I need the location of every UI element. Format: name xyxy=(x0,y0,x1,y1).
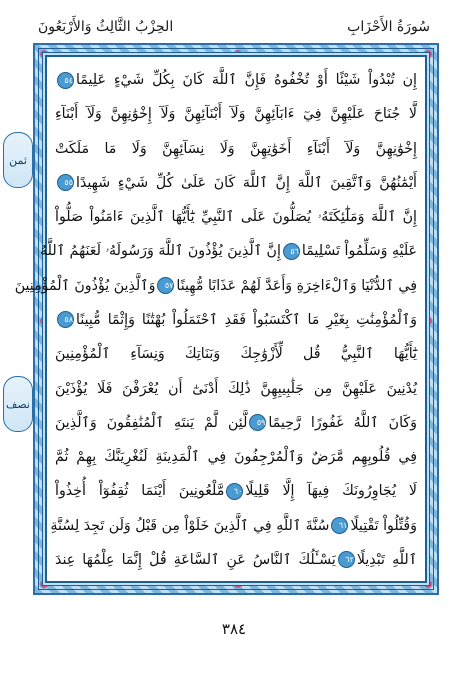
verse-line xyxy=(55,69,417,91)
verse-text: أَيْمَٰنُهُنَّ وَٱتَّقِينَ ٱللَّهَ إِنَّ ٱللَّهَ كَانَ عَلَىٰ كُلِّ شَيْءٍ شَهِيدًا xyxy=(76,174,417,191)
verse-text: مَّلْعُونِينَ أَيْنَمَا ثُقِفُوٓاْ أُخِذُواْ xyxy=(55,483,225,500)
juz-title: الحِزْبُ الثَّالِثُ وَالأَرْبَعُونَ xyxy=(38,19,174,35)
verse-line xyxy=(55,138,417,160)
verse-text: لَا يُجَاوِرُونَكَ فِيهَآ إِلَّا قَلِيلًا xyxy=(245,483,417,500)
surah-title: سُورَةُ الأَحْزَابِ xyxy=(347,19,430,35)
verse-text: إِخْوَٰنِهِنَّ وَلَآ أَبْنَآءِ أَخَوَٰتِهِنَّ وَلَا نِسَآئِهِنَّ وَلَا مَا مَلَكَتْ xyxy=(55,140,417,157)
verse-text: يُدْنِينَ عَلَيْهِنَّ مِن جَلَٰبِيبِهِنَّ ذَٰلِكَ أَدْنَىٰٓ أَن يُعْرَفْنَ فَلَا يُؤْذَيْنَ xyxy=(55,380,417,397)
page-number: ٣٨٤ xyxy=(221,620,247,638)
verse-text: وَٱلْمُؤْمِنَٰتِ بِغَيْرِ مَا ٱكْتَسَبُواْ فَقَدِ ٱحْتَمَلُواْ بُهْتَٰنًا وَإِثْمًا مُّبِينًا xyxy=(76,311,417,328)
verse-text: فِي قُلُوبِهِم مَّرَضٌ وَٱلْمُرْجِفُونَ فِي ٱلْمَدِينَةِ لَنُغْرِيَنَّكَ بِهِمْ ثُمَّ xyxy=(55,449,417,466)
verse-text: يَٰٓأَيُّهَا ٱلنَّبِيُّ قُل لِّأَزْوَٰجِكَ وَبَنَاتِكَ وَنِسَآءِ ٱلْمُؤْمِنِينَ xyxy=(55,346,417,363)
verse-line xyxy=(55,343,417,365)
ayah-number-marker: ٥٨ xyxy=(57,311,74,328)
ayah-number-marker: ٥٧ xyxy=(157,277,174,294)
verse-text: فِي ٱلدُّنْيَا وَٱلْءَاخِرَةِ وَأَعَدَّ لَهُمْ عَذَابًا مُّهِينًا xyxy=(176,277,417,294)
ayah-number-marker: ٦٠ xyxy=(226,483,243,500)
ayah-number-marker: ٥٦ xyxy=(283,243,300,260)
page-header xyxy=(38,14,430,40)
ayah-number-marker: ٦١ xyxy=(331,517,348,534)
verse-text: وَقُتِّلُواْ تَقْتِيلًا xyxy=(350,517,417,534)
verse-line xyxy=(55,309,417,331)
ayah-number-marker: ٥٤ xyxy=(57,72,74,89)
verse-text: إِن تُبْدُواْ شَيْئًا أَوْ تُخْفُوهُ فَإِنَّ ٱللَّهَ كَانَ بِكُلِّ شَيْءٍ عَلِيمًا xyxy=(76,72,417,88)
verse-line xyxy=(55,549,417,571)
verse-line xyxy=(40,240,417,262)
verse-line xyxy=(50,515,417,537)
verse-line xyxy=(55,446,417,468)
verse-line xyxy=(55,206,417,228)
ayah-number-marker: ٥٥ xyxy=(57,174,74,191)
verse-text: إِنَّ ٱلَّذِينَ يُؤْذُونَ ٱللَّهَ وَرَسُولَهُۥ لَعَنَهُمُ ٱللَّهُ xyxy=(40,243,281,260)
verse-text: عَلَيْهِ وَسَلِّمُواْ تَسْلِيمًا xyxy=(301,243,417,260)
verse-text: لَّئِن لَّمْ يَنتَهِ ٱلْمُنَٰفِقُونَ وَٱلَّذِينَ xyxy=(55,414,248,431)
hizb-marker-label: ثمن xyxy=(9,153,27,167)
verse-line xyxy=(55,480,417,502)
verse-text: ٱللَّهِ تَبْدِيلًا xyxy=(356,551,418,568)
verse-text: لَّا جُنَاحَ عَلَيْهِنَّ فِيٓ ءَابَآئِهِنَّ وَلَآ أَبْنَآئِهِنَّ وَلَآ إِخْوَٰنِهِنَّ وَلَآ أَبْنَآءِ xyxy=(55,106,417,123)
verse-text: إِنَّ ٱللَّهَ وَمَلَٰٓئِكَتَهُۥ يُصَلُّونَ عَلَى ٱلنَّبِيِّ يَٰٓأَيُّهَا ٱلَّذِينَ ءَامَنُواْ صَلُّواْ xyxy=(55,209,417,226)
ayah-number-marker: ٥٩ xyxy=(249,414,266,431)
verse-line xyxy=(55,412,417,434)
ayah-number-marker: ٦٢ xyxy=(338,551,355,568)
verse-line xyxy=(55,378,417,400)
verse-text: يَسْـَٔلُكَ ٱلنَّاسُ عَنِ ٱلسَّاعَةِ قُلْ إِنَّمَا عِلْمُهَا عِندَ xyxy=(55,551,336,568)
verse-line xyxy=(55,103,417,125)
verse-text: وَٱلَّذِينَ يُؤْذُونَ ٱلْمُؤْمِنِينَ xyxy=(14,277,156,294)
verse-line xyxy=(14,275,417,297)
verse-text: سُنَّةَ ٱللَّهِ فِي ٱلَّذِينَ خَلَوْاْ مِن قَبْلُ وَلَن تَجِدَ لِسُنَّةِ xyxy=(50,517,330,534)
hizb-marker-label: نصف xyxy=(6,397,30,411)
verse-line xyxy=(55,172,417,194)
hizb-marker-nisf xyxy=(3,376,33,432)
hizb-marker-thumn xyxy=(3,132,33,188)
verse-text: وَكَانَ ٱللَّهُ غَفُورًا رَّحِيمًا xyxy=(268,414,417,431)
